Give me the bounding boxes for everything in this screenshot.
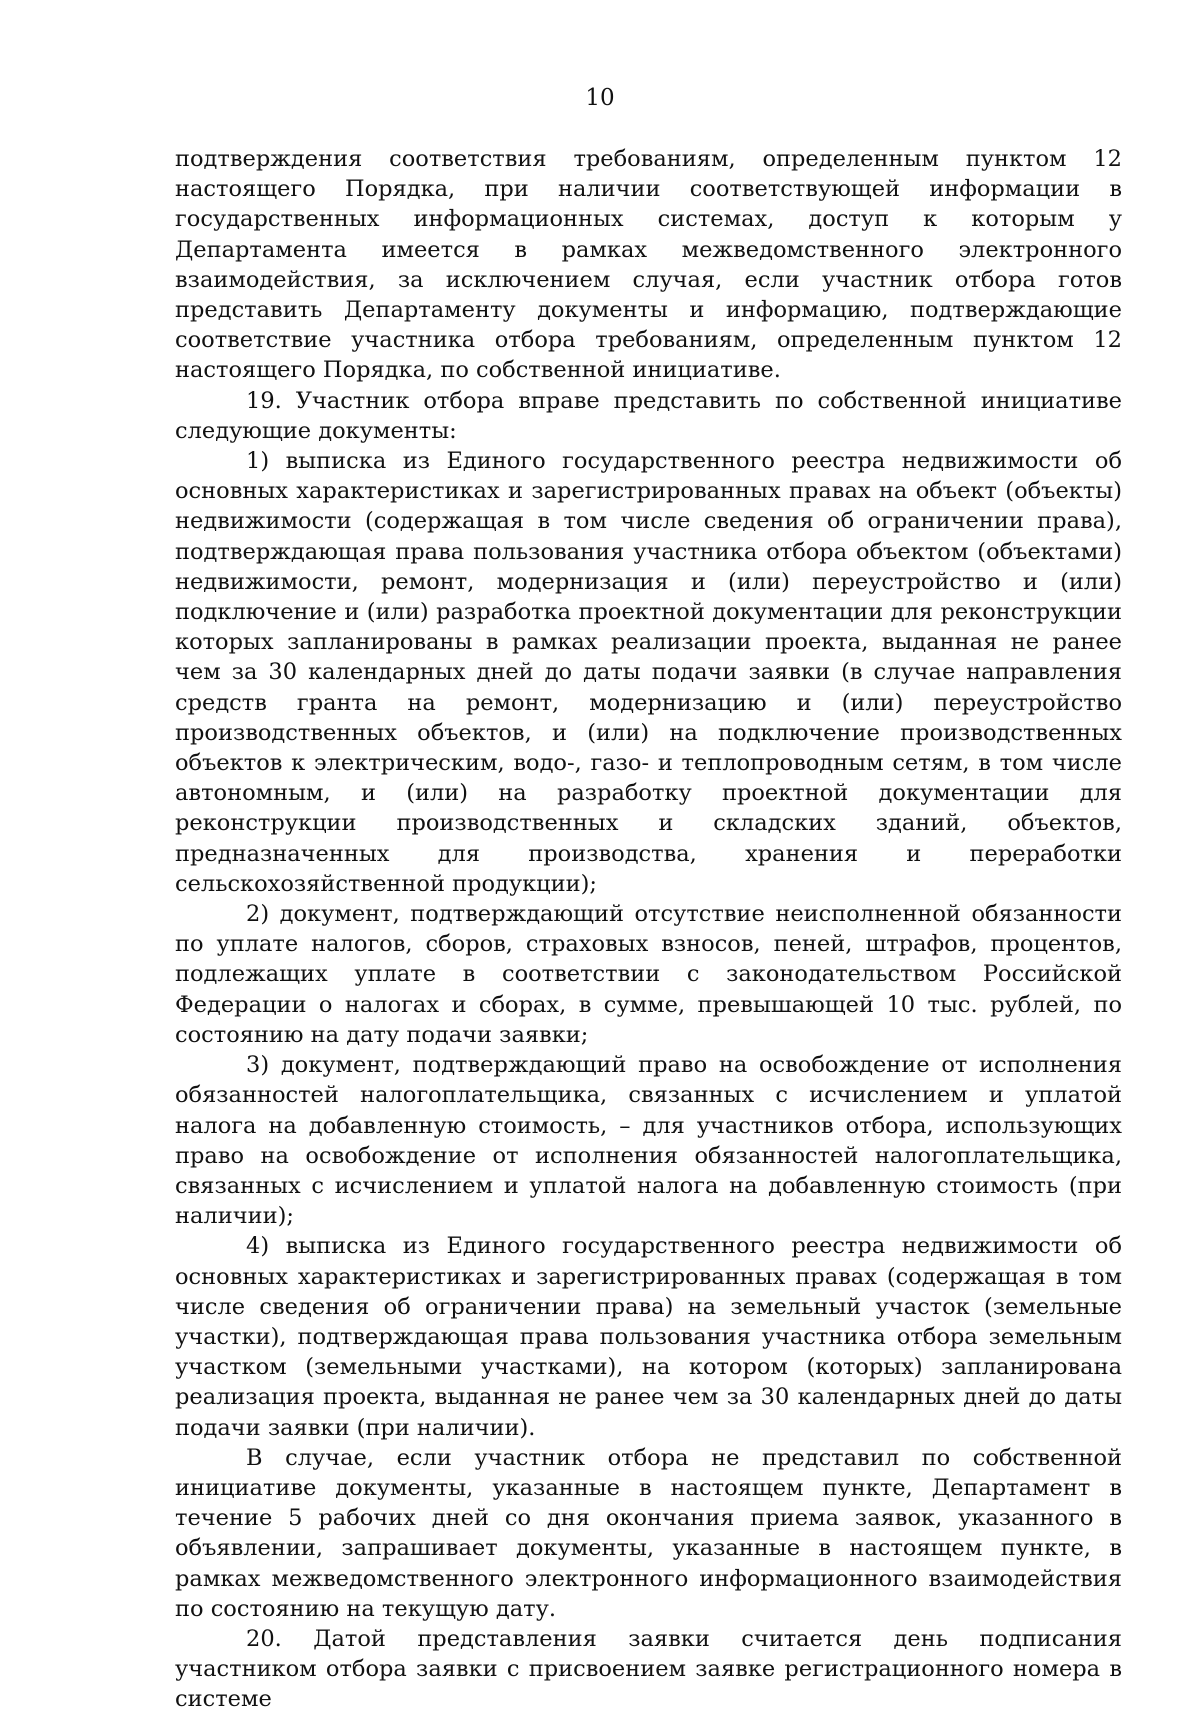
paragraph-item-20: 20. Датой представления заявки считается день подписания участником отбора заявки с присвоением заявке регистрационного номера в системе <box>175 1625 1122 1713</box>
paragraph-subitem-4: 4) выписка из Единого государственного реестра недвижимости об основных характеристиках и зарегистрированных правах (содержащая в том числе сведения об ограничении права) на земельный участок (земельные участки), подтверждающая права пользования участника отбора земельным участком (земельными участками), на котором (которых) запланирована реализация проекта, выданная не ранее чем за 30 календарных дней до даты подачи заявки (при наличии). <box>175 1233 1122 1441</box>
paragraph-subitem-1: 1) выписка из Единого государственного реестра недвижимости об основных характеристиках и зарегистрированных правах на объект (объекты) недвижимости (содержащая в том числе сведения об ограничении права), подтверждающая права пользования участника отбора объектом (объектами) недвижимости, ремонт, модернизация и (или) переустройство и (или) подключение и (или) разработка проектной документации для реконструкции которых запланированы в рамках реализации проекта, выданная не ранее чем за 30 календарных дней до даты подачи заявки (в случае направления средств гранта на ремонт, модернизацию и (или) переустройство производственных объектов, и (или) на подключение производственных объектов к электрическим, водо-, газо- и теплопроводным сетям, в том числе автономным, и (или) на разработку проектной документации для реконструкции производственных и складских зданий, объектов, предназначенных для производства, хранения и переработки сельскохозяйственной продукции); <box>175 448 1122 897</box>
document-body <box>175 144 1122 1715</box>
paragraph-department-request: В случае, если участник отбора не представил по собственной инициативе документы, указанные в настоящем пункте, Департамент в течение 5 рабочих дней со дня окончания приема заявок, указанного в объявлении, запрашивает документы, указанные в настоящем пункте, в рамках межведомственного электронного информационного взаимодействия по состоянию на текущую дату. <box>175 1444 1122 1622</box>
paragraph-continuation: подтверждения соответствия требованиям, определенным пунктом 12 настоящего Порядка, при наличии соответствующей информации в государственных информационных системах, доступ к которым у Департамента имеется в рамках межведомственного электронного взаимодействия, за исключением случая, если участник отбора готов представить Департаменту документы и информацию, подтверждающие соответствие участника отбора требованиям, определенным пунктом 12 настоящего Порядка, по собственной инициативе. <box>175 146 1122 384</box>
paragraph-subitem-2: 2) документ, подтверждающий отсутствие неисполненной обязанности по уплате налогов, сборов, страховых взносов, пеней, штрафов, процентов, подлежащих уплате в соответствии с законодательством Российской Федерации о налогах и сборах, в сумме, превышающей 10 тыс. рублей, по состоянию на дату подачи заявки; <box>175 901 1122 1048</box>
paragraph-item-19: 19. Участник отбора вправе представить по собственной инициативе следующие документы: <box>175 387 1122 444</box>
page-number: 10 <box>585 85 615 111</box>
paragraph-subitem-3: 3) документ, подтверждающий право на освобождение от исполнения обязанностей налогоплательщика, связанных с исчислением и уплатой налога на добавленную стоимость, – для участников отбора, использующих право на освобождение от исполнения обязанностей налогоплательщика, связанных с исчислением и уплатой налога на добавленную стоимость (при наличии); <box>175 1052 1122 1230</box>
